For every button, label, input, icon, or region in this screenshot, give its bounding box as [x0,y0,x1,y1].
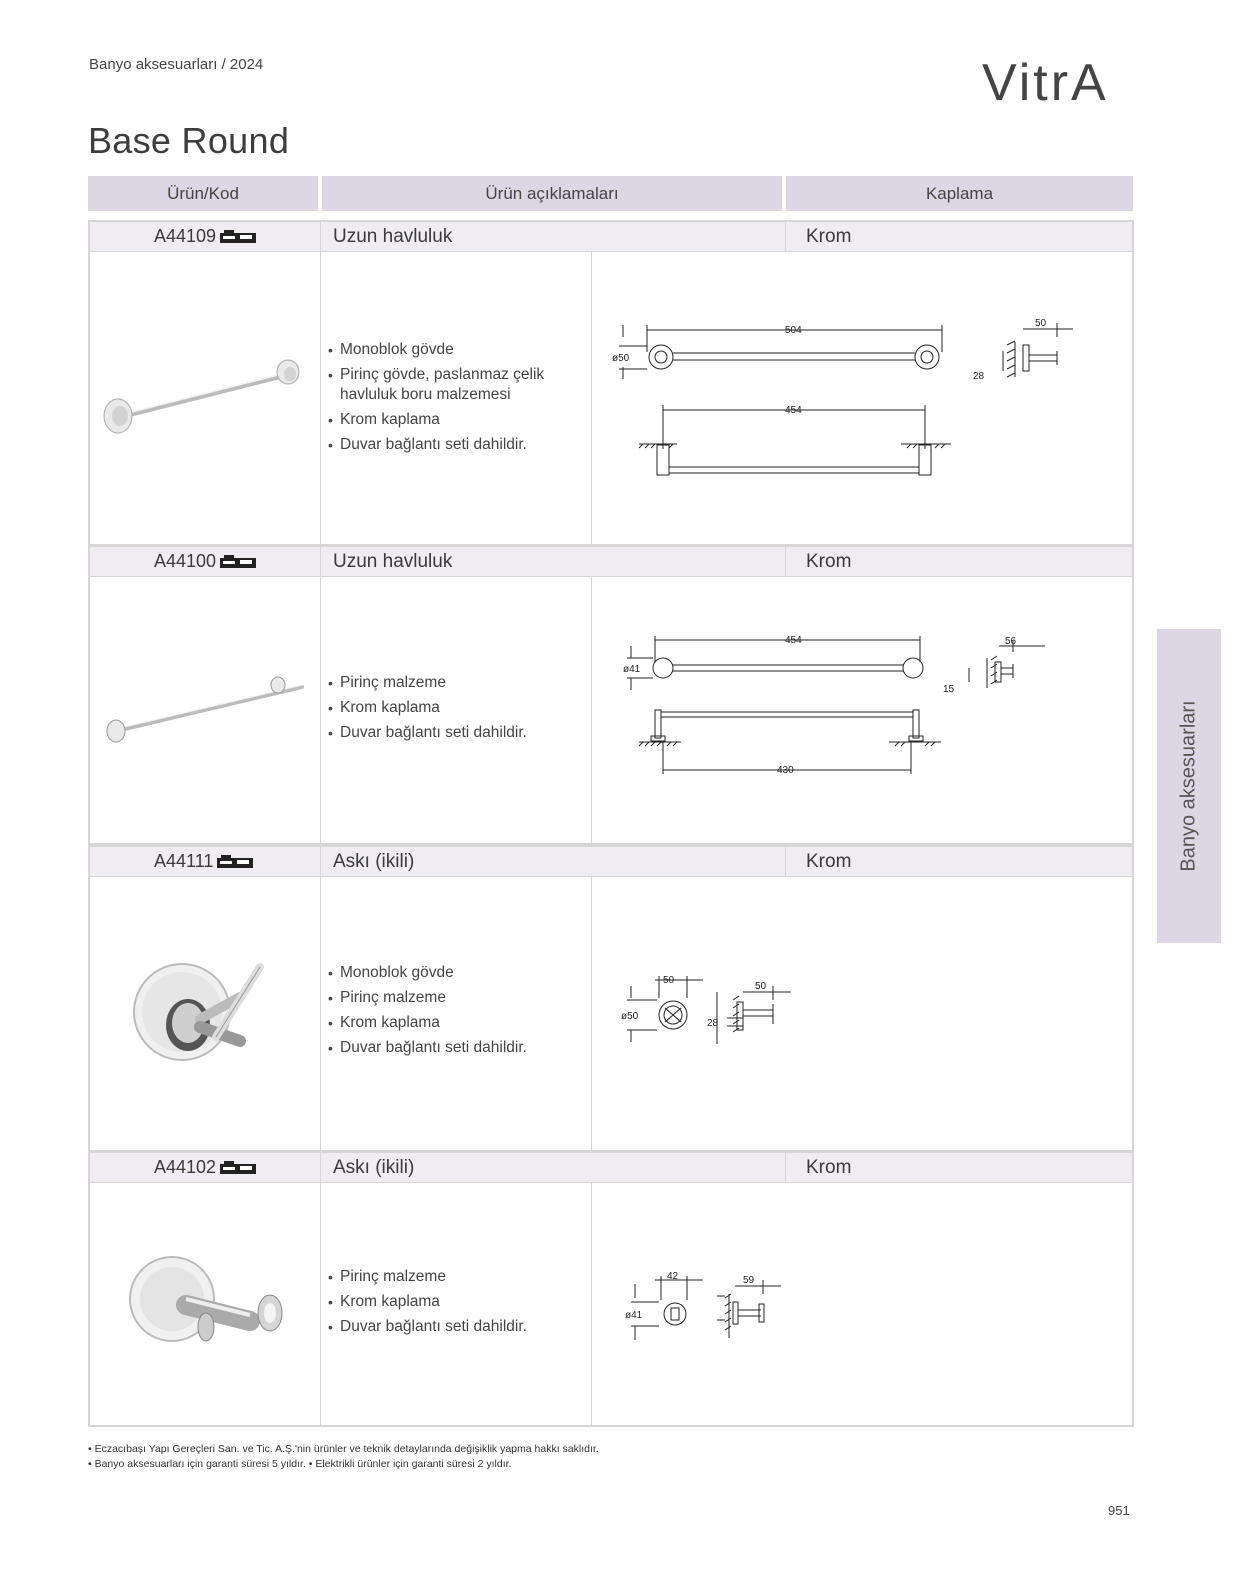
svg-text:454: 454 [785,405,802,416]
section-side-tab-label: Banyo aksesuarları [1177,700,1200,872]
product-name: Askı (ikili) [333,851,415,872]
svg-text:28: 28 [973,371,985,382]
product-name: Askı (ikili) [333,1157,415,1178]
product-row [88,1151,1134,1427]
product-row [88,220,1134,546]
product-badge-icon [220,230,256,243]
product-row [88,545,1134,845]
product-name: Uzun havluluk [333,551,453,572]
product-finish: Krom [806,226,852,247]
product-header [90,547,1132,577]
towel-rail-photo [90,302,322,482]
column-header-description: Ürün açıklamaları [322,176,782,211]
double-hook-photo [90,947,322,1077]
svg-text:42: 42 [667,1271,679,1282]
svg-text:50: 50 [755,981,767,992]
feature-item: • Krom kaplama [328,1292,588,1312]
svg-text:28: 28 [707,1018,719,1029]
page-number: 951 [1108,1503,1130,1518]
technical-drawing [595,1268,815,1348]
svg-text:59: 59 [743,1275,755,1286]
product-finish: Krom [806,851,852,872]
feature-item: • Duvar bağlantı seti dahildir. [328,1317,588,1337]
product-code: A44102 [154,1157,217,1177]
technical-drawing [595,307,1115,487]
feature-list [328,673,588,748]
feature-item: • Duvar bağlantı seti dahildir. [328,723,588,743]
product-code-cell [154,226,256,247]
svg-text:ø50: ø50 [621,1011,639,1022]
product-header [90,847,1132,877]
svg-text:50: 50 [1035,318,1047,329]
product-badge-icon [217,855,253,868]
product-header [90,222,1132,252]
page-title: Base Round [88,120,290,161]
section-side-tab[interactable] [1157,629,1221,943]
svg-text:430: 430 [777,765,794,776]
feature-item: • Duvar bağlantı seti dahildir. [328,1038,588,1058]
feature-item: • Monoblok gövde [328,340,588,360]
technical-drawing [595,972,815,1062]
product-badge-icon [220,1161,256,1174]
product-finish: Krom [806,1157,852,1178]
feature-item: • Pirinç gövde, paslanmaz çelik havluluk boru malzemesi [328,365,588,405]
product-code: A44100 [154,551,217,571]
product-code-cell [154,551,256,572]
feature-list [328,1267,588,1342]
feature-list [328,963,588,1063]
column-header-code: Ürün/Kod [88,176,318,211]
product-finish: Krom [806,551,852,572]
product-code-cell [154,851,253,872]
feature-item: • Duvar bağlantı seti dahildir. [328,435,588,455]
feature-item: • Pirinç malzeme [328,673,588,693]
feature-list [328,340,588,460]
feature-item: • Monoblok gövde [328,963,588,983]
feature-item: • Krom kaplama [328,410,588,430]
product-header [90,1153,1132,1183]
product-name: Uzun havluluk [333,226,453,247]
footnote: • Banyo aksesuarları için garanti süresi 5 yıldır. • Elektrikli ürünler için garanti süresi 2 yıldır. [88,1458,512,1470]
svg-text:15: 15 [943,684,955,695]
product-code: A44111 [154,851,214,871]
double-hook-photo [90,1243,322,1353]
svg-text:ø41: ø41 [625,1310,643,1321]
breadcrumb: Banyo aksesuarları / 2024 [89,56,264,73]
technical-drawing [595,632,1115,792]
product-code-cell [154,1157,256,1178]
svg-text:504: 504 [785,325,802,336]
feature-item: • Pirinç malzeme [328,988,588,1008]
product-badge-icon [220,555,256,568]
product-code: A44109 [154,226,217,246]
svg-text:ø50: ø50 [612,353,630,364]
footnote: • Eczacıbaşı Yapı Gereçleri San. ve Tic. A.Ş.'nin ürünler ve teknik detaylarında değişiklik yapma hakkı saklıdır. [88,1443,599,1455]
svg-text:56: 56 [1005,636,1017,647]
svg-text:50: 50 [663,975,675,986]
feature-item: • Krom kaplama [328,1013,588,1033]
vitra-logo [980,50,1140,110]
svg-text:ø41: ø41 [623,664,641,675]
feature-item: • Krom kaplama [328,698,588,718]
column-header-finish: Kaplama [786,176,1133,211]
product-row [88,845,1134,1152]
svg-text:454: 454 [785,635,802,646]
feature-item: • Pirinç malzeme [328,1267,588,1287]
towel-rail-photo [90,647,322,767]
svg-text:VitrA: VitrA [982,54,1109,110]
